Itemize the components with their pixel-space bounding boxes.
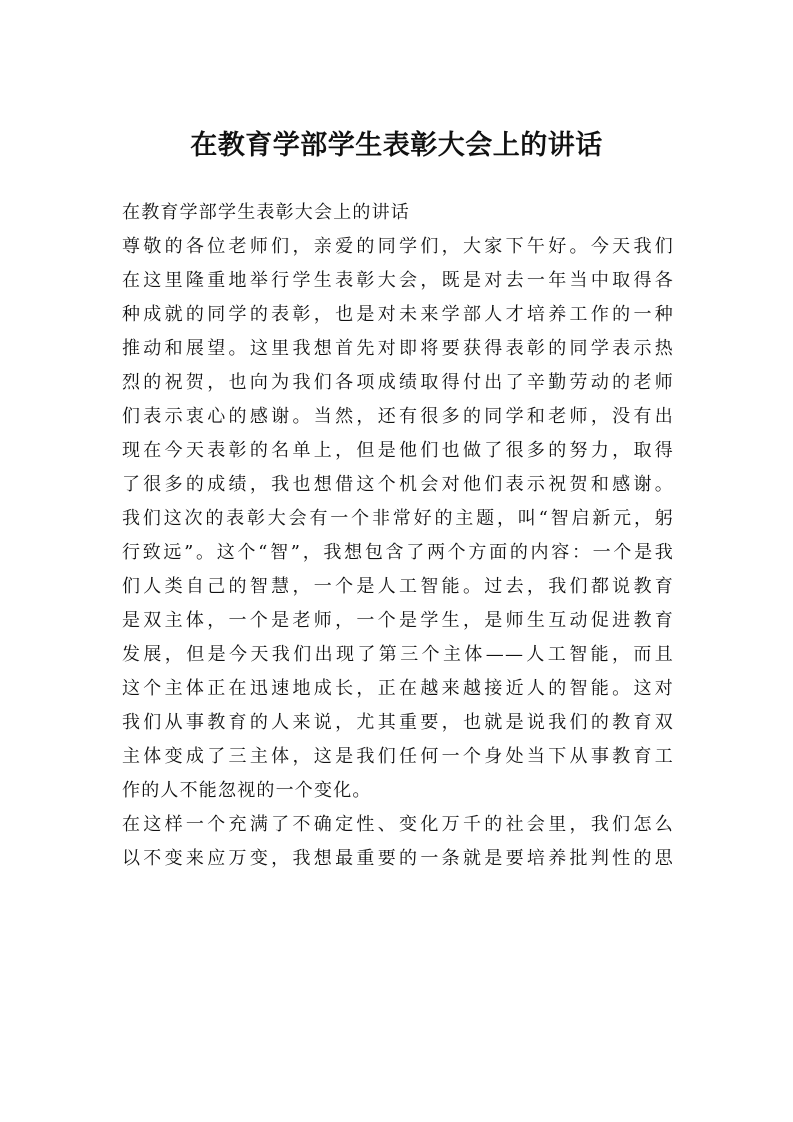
text-line: 种成就的同学的表彰，也是对未来学部人才培养工作的一种 [122, 304, 674, 325]
text-line: 现在今天表彰的名单上，但是他们也做了很多的努力，取得 [122, 440, 674, 461]
text-line: 主体变成了三主体，这是我们任何一个身处当下从事教育工 [122, 746, 674, 767]
text-line: 们表示衷心的感谢。当然，还有很多的同学和老师，没有出 [122, 406, 674, 427]
text-line: 这个主体正在迅速地成长，正在越来越接近人的智能。这对 [122, 678, 674, 699]
text-line: 作的人不能忽视的一个变化。 [122, 780, 372, 801]
text-line: 我们这次的表彰大会有一个非常好的主题，叫“智启新元，躬 [122, 508, 674, 529]
text-line: 以不变来应万变，我想最重要的一条就是要培养批判性的思 [122, 848, 674, 869]
text-line: 发展，但是今天我们出现了第三个主体——人工智能，而且 [122, 644, 674, 665]
text-line: 烈的祝贺，也向为我们各项成绩取得付出了辛勤劳动的老师 [122, 372, 674, 393]
subtitle-line: 在教育学部学生表彰大会上的讲话 [122, 202, 410, 223]
text-line: 行致远”。这个“智”，我想包含了两个方面的内容：一个是我 [122, 542, 674, 563]
text-line: 我们从事教育的人来说，尤其重要，也就是说我们的教育双 [122, 712, 674, 733]
text-line: 了很多的成绩，我也想借这个机会对他们表示祝贺和感谢。 [122, 474, 674, 495]
text-line: 在这样一个充满了不确定性、变化万千的社会里，我们怎么 [122, 814, 674, 835]
text-line: 在这里隆重地举行学生表彰大会，既是对去一年当中取得各 [122, 270, 674, 291]
document-title: 在教育学部学生表彰大会上的讲话 [190, 130, 603, 161]
text-line: 推动和展望。这里我想首先对即将要获得表彰的同学表示热 [122, 338, 674, 359]
text-line: 们人类自己的智慧，一个是人工智能。过去，我们都说教育 [122, 576, 674, 597]
text-line: 是双主体，一个是老师，一个是学生，是师生互动促进教育 [122, 610, 674, 631]
document-body [122, 196, 674, 876]
text-line: 尊敬的各位老师们，亲爱的同学们，大家下午好。今天我们 [122, 236, 674, 257]
